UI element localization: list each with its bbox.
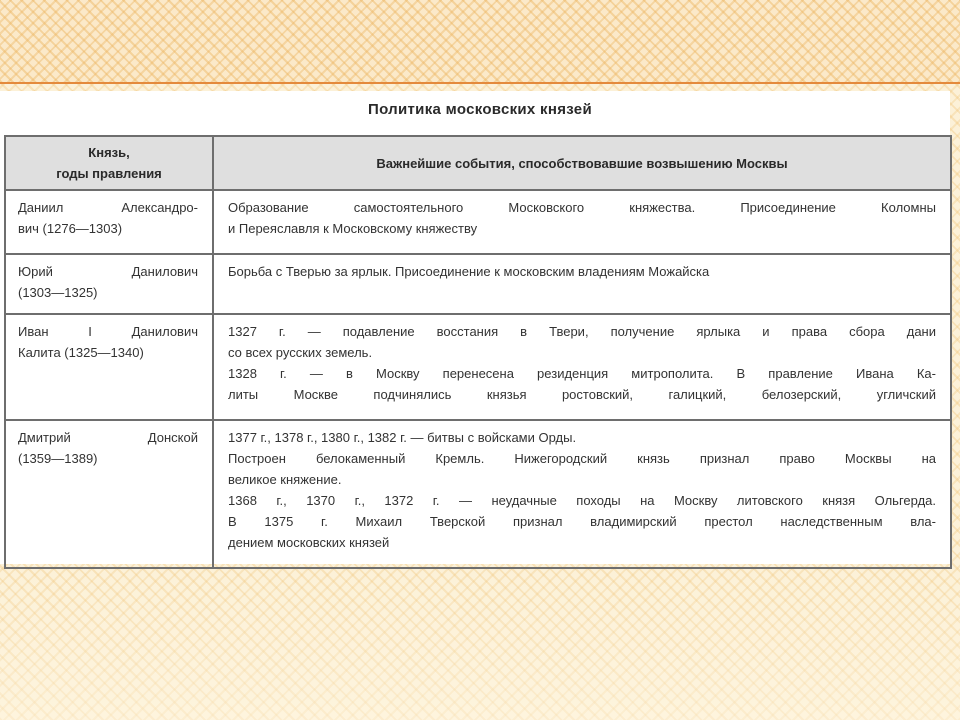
event-line: Образование самостоятельного Московского княжества. Присоединение Коломны <box>228 200 936 215</box>
events-cell <box>213 420 951 568</box>
event-line: 1377 г., 1378 г., 1380 г., 1382 г. — битвы с войсками Орды. <box>228 430 577 445</box>
prince-name-line: Даниил Александро- <box>18 200 198 215</box>
event-line: В 1375 г. Михаил Тверской признал владимирский престол наследственным вла- <box>228 514 936 529</box>
slide-header-band <box>0 0 960 82</box>
event-line: великое княжение. <box>228 472 342 487</box>
prince-name-line: (1359—1389) <box>18 451 98 466</box>
prince-name-line: Иван I Данилович <box>18 324 198 339</box>
header-accent-line <box>0 82 960 84</box>
table-row <box>5 190 951 254</box>
prince-cell <box>5 314 213 420</box>
header-events: Важнейшие события, способствовавшие возвышению Москвы <box>213 136 951 190</box>
events-cell <box>213 254 951 314</box>
table-row <box>5 254 951 314</box>
princes-policy-table <box>4 135 952 569</box>
event-line: дением московских князей <box>228 535 390 550</box>
table-title: Политика московских князей <box>368 101 592 118</box>
table-row <box>5 314 951 420</box>
event-line: Построен белокаменный Кремль. Нижегородский князь признал право Москвы на <box>228 451 936 466</box>
prince-name-line: вич (1276—1303) <box>18 221 123 236</box>
table-image <box>0 91 950 564</box>
prince-cell <box>5 420 213 568</box>
event-line: 1328 г. — в Москву перенесена резиденция митрополита. В правление Ивана Ка- <box>228 366 936 381</box>
events-cell <box>213 314 951 420</box>
header-prince-line: годы правления <box>56 166 162 181</box>
slide-background-glow <box>0 560 960 720</box>
prince-name-line: (1303—1325) <box>18 285 98 300</box>
table-header-row <box>5 136 951 190</box>
prince-name-line: Дмитрий Донской <box>18 430 198 445</box>
header-prince-line: Князь, <box>88 145 130 160</box>
table-row <box>5 420 951 568</box>
prince-cell <box>5 190 213 254</box>
events-cell <box>213 190 951 254</box>
event-line: 1368 г., 1370 г., 1372 г. — неудачные походы на Москву литовского князя Ольгерда. <box>228 493 936 508</box>
header-prince <box>5 136 213 190</box>
event-line: 1327 г. — подавление восстания в Твери, получение ярлыка и права сбора дани <box>228 324 936 339</box>
event-line: со всех русских земель. <box>228 345 373 360</box>
prince-name-line: Юрий Данилович <box>18 264 198 279</box>
event-line: Борьба с Тверью за ярлык. Присоединение к московским владениям Можайска <box>228 264 710 279</box>
event-line: литы Москве подчинялись князья ростовский, галицкий, белозерский, угличский <box>228 387 936 402</box>
prince-cell <box>5 254 213 314</box>
event-line: и Переяславля к Московскому княжеству <box>228 221 478 236</box>
prince-name-line: Калита (1325—1340) <box>18 345 144 360</box>
